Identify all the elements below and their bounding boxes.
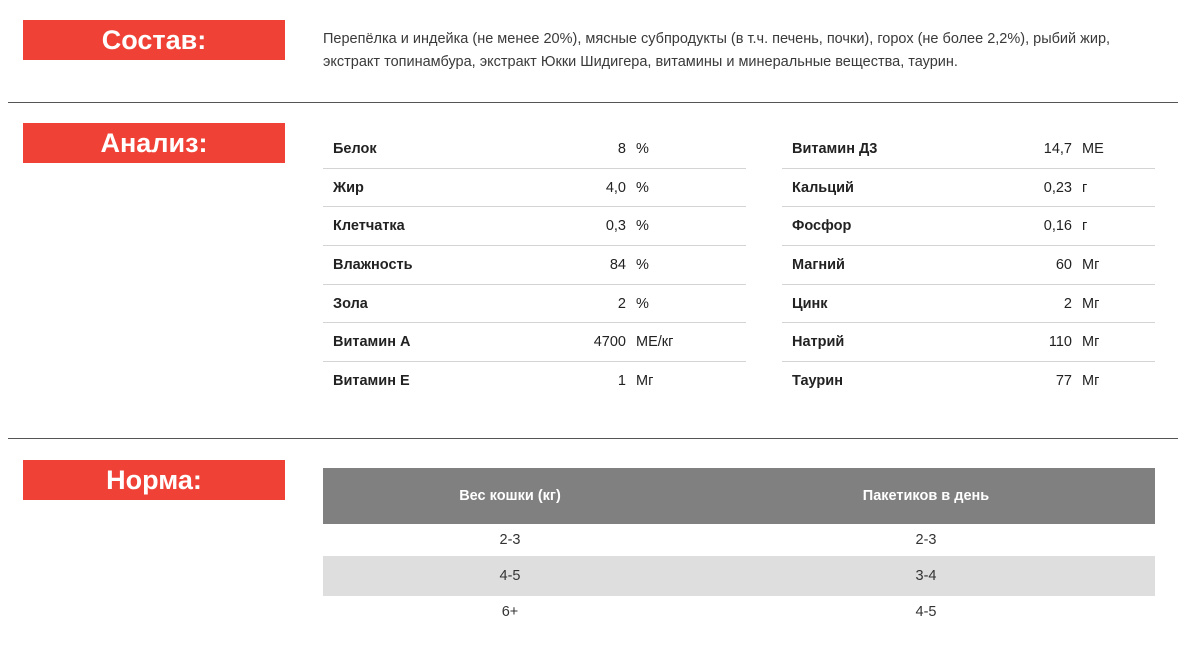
analysis-row: [323, 285, 746, 324]
analysis-row: [323, 207, 746, 246]
table-row: [323, 524, 1155, 556]
nutrient-name: Витамин Е: [333, 373, 410, 390]
nutrient-value: 2: [1063, 295, 1072, 312]
nutrient-unit: г: [1082, 218, 1088, 235]
analysis-row: [782, 362, 1155, 401]
nutrient-name: Влажность: [333, 256, 413, 273]
nutrient-value: 4,0: [605, 179, 626, 196]
nutrient-value: 14,7: [1043, 140, 1072, 157]
nutrient-unit: Мг: [1082, 256, 1100, 273]
nutrient-name: Жир: [333, 179, 364, 196]
analysis-row: [323, 362, 746, 401]
table-header-row: [323, 468, 1155, 524]
cat-weight-cell: 6+: [501, 604, 519, 620]
analysis-row: [323, 246, 746, 285]
nutrient-unit: МЕ/кг: [636, 334, 674, 351]
analysis-row: [323, 130, 746, 169]
nutrient-name: Клетчатка: [333, 218, 405, 235]
nutrient-unit: %: [636, 179, 649, 196]
nutrient-unit: Мг: [1082, 373, 1100, 390]
analysis-row: [323, 169, 746, 208]
nutrient-name: Белок: [333, 140, 377, 157]
nutrient-unit: Мг: [1082, 334, 1100, 351]
analysis-row: [323, 323, 746, 362]
analysis-row: [782, 285, 1155, 324]
analysis-right-column: [782, 130, 1155, 401]
analysis-label: Анализ:: [23, 123, 285, 163]
norm-label: Норма:: [23, 460, 285, 500]
table-row: [323, 596, 1155, 628]
section-divider: [8, 102, 1178, 103]
section-divider: [8, 438, 1178, 439]
nutrient-name: Таурин: [792, 373, 843, 390]
nutrient-value: 84: [609, 256, 626, 273]
analysis-left-column: [323, 130, 746, 401]
nutrient-unit: Мг: [1082, 295, 1100, 312]
nutrient-unit: %: [636, 218, 649, 235]
nutrient-value: 4700: [593, 334, 626, 351]
packets-cell: 4-5: [915, 604, 937, 620]
nutrient-name: Магний: [792, 256, 845, 273]
nutrient-name: Фосфор: [792, 218, 852, 235]
analysis-row: [782, 130, 1155, 169]
nutrient-unit: %: [636, 295, 649, 312]
nutrient-name: Витамин А: [333, 334, 411, 351]
nutrient-value: 8: [617, 140, 626, 157]
nutrient-value: 110: [1048, 334, 1072, 351]
composition-text: Перепёлка и индейка (не менее 20%), мясные субпродукты (в т.ч. печень, почки), горох (не более 2,2%), рыбий жир, экстракт топинамбура, экстракт Юкки Шидигера, витамины и минеральные вещества, таурин.: [323, 31, 1111, 70]
header-packets-per-day: Пакетиков в день: [697, 468, 1155, 524]
nutrient-value: 0,3: [605, 218, 626, 235]
analysis-row: [782, 169, 1155, 208]
table-row: [323, 556, 1155, 596]
nutrient-name: Зола: [333, 295, 368, 312]
analysis-row: [782, 323, 1155, 362]
nutrient-name: Витамин Д3: [792, 140, 878, 157]
nutrient-value: 60: [1055, 256, 1072, 273]
nutrient-value: 0,23: [1043, 179, 1072, 196]
nutrient-unit: г: [1082, 179, 1088, 196]
nutrient-unit: %: [636, 256, 649, 273]
header-cat-weight: Вес кошки (кг): [323, 468, 697, 524]
nutrient-name: Кальций: [792, 179, 854, 196]
cat-weight-cell: 2-3: [499, 532, 521, 548]
composition-label: Состав:: [23, 20, 285, 60]
nutrient-unit: МЕ: [1082, 140, 1104, 157]
cat-weight-cell: 4-5: [323, 556, 697, 596]
nutrient-unit: Мг: [636, 373, 654, 390]
packets-cell: 2-3: [915, 532, 937, 548]
nutrient-value: 77: [1055, 373, 1072, 390]
norm-table: [323, 468, 1155, 628]
packets-cell: 3-4: [697, 556, 1155, 596]
nutrient-value: 2: [617, 295, 626, 312]
nutrient-value: 0,16: [1043, 218, 1072, 235]
analysis-row: [782, 246, 1155, 285]
nutrient-unit: %: [636, 140, 649, 157]
nutrient-value: 1: [617, 373, 626, 390]
nutrient-name: Натрий: [792, 334, 845, 351]
analysis-row: [782, 207, 1155, 246]
nutrient-name: Цинк: [792, 295, 828, 312]
